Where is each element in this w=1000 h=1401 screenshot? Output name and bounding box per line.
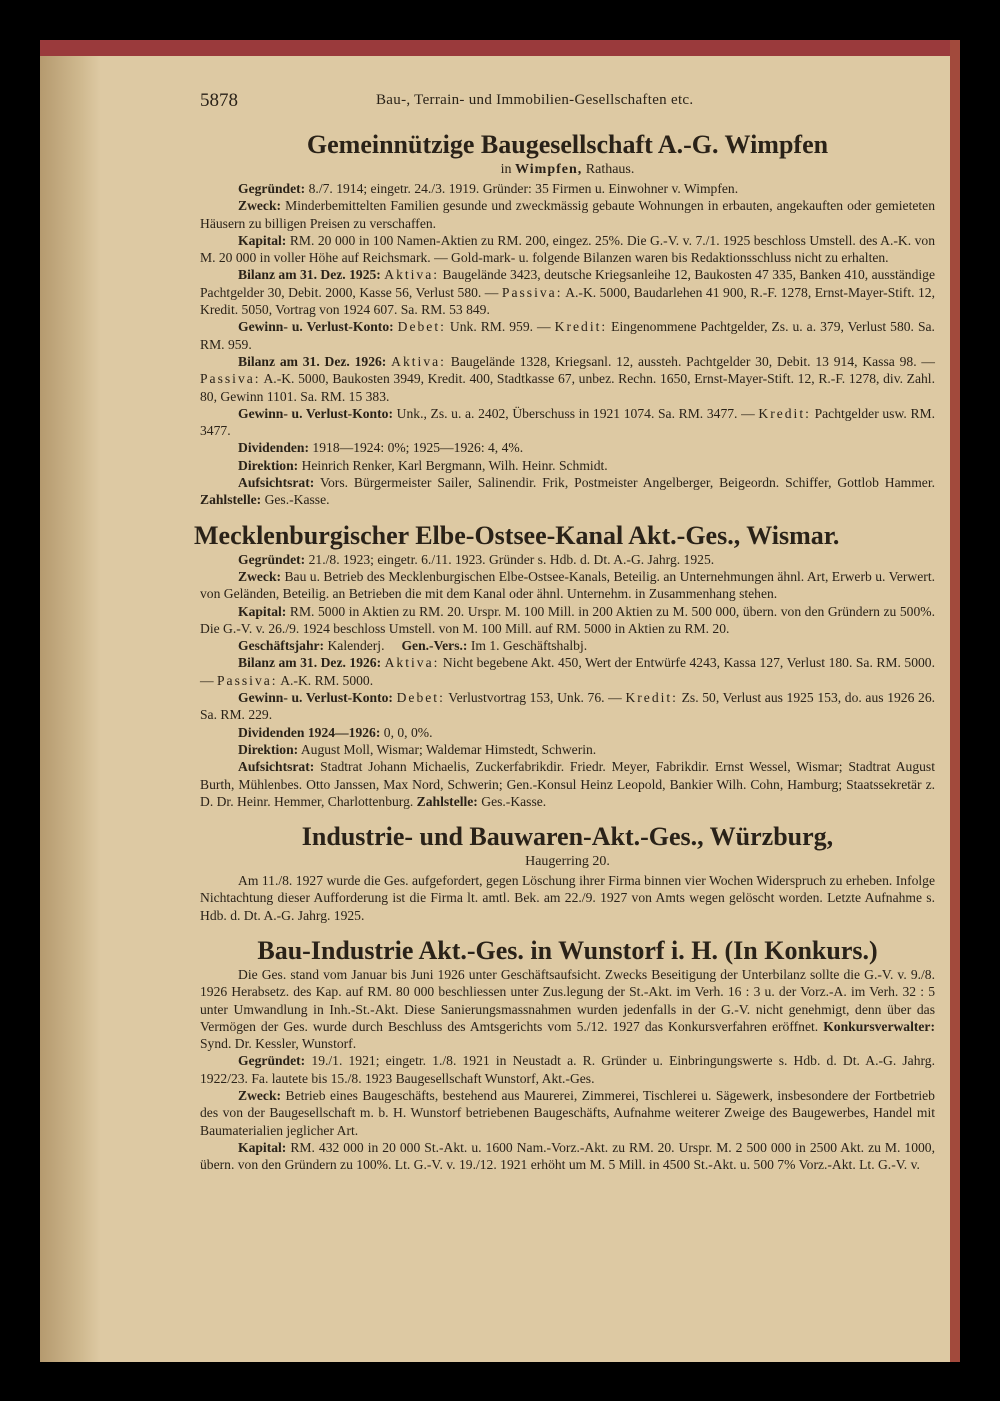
kapital: Kapital: RM. 432 000 in 20 000 St.-Akt. u. 1600 Nam.-Vorz.-Akt. zu RM. 20. Urspr. M. 2 500 000 in 2500 Akt. zu M. 1000, übern. von den Gründern zu 100%. Lt. G.-V. v. 19./12. 1921 erhöht um M. 5 Mill. in 4500 St.-Akt. u. 500 7% Vorz.-Akt. Lt. G.-V. v. (200, 1139, 935, 1173)
entry-subtitle (200, 162, 935, 178)
aufsichtsrat: Aufsichtsrat: Stadtrat Johann Michaelis, Zuckerfabrikdir. Friedr. Meyer, Fabrikdir. Ernst Wessel, Wismar; Stadtrat August Burth, Mühlenbes. Otto Janssen, Max Nord, Schwerin; Gen.-Konsul Heinz Leopold, Bankier Wilh. Cohn, Hamburg; Staatssekretär z. D. Dr. Heinr. Hemmer, Charlottenburg. Zahlstelle: Ges.-Kasse. (200, 759, 935, 809)
book-page (40, 40, 960, 1362)
entry-intro: Die Ges. stand vom Januar bis Juni 1926 unter Geschäftsaufsicht. Zwecks Beseitigung der Unterbilanz sollte die G.-V. v. 9./8. 1926 Herabsetz. des Kap. auf RM. 80 000 beschliessen unter Zus.legung der St.-Akt. im Verh. 16 : 3 u. der Vorz.-A. im Verh. 32 : 5 unter Umwandlung in Inh.-St.-Akt. Diese Sanierungsmassnahmen wurden jedenfalls in der G.-V. nicht genehmigt, denn über das Vermögen der Ges. wurde durch Beschluss des Amtsgerichts vom 5./12. 1927 das Konkursverfahren eröffnet. Konkursverwalter: Synd. Dr. Kessler, Wunstorf. (200, 966, 935, 1052)
kapital: Kapital: RM. 5000 in Aktien zu RM. 20. Urspr. M. 100 Mill. in 200 Aktien zu M. 500 000, übern. von den Gründern zu 500%. Die G.-V. v. 26./9. 1924 beschloss Umstell. von M. 100 Mill. auf RM. 5000 in Aktien zu RM. 20. (200, 603, 935, 636)
entry-title: Gemeinnützige Baugesellschaft A.-G. Wimpfen (306, 130, 829, 159)
guv: Gewinn- u. Verlust-Konto: Debet: Verlustvortrag 153, Unk. 76. — Kredit: Zs. 50, Verlust aus 1925 153, do. aus 1926 26. Sa. RM. 229. (200, 690, 936, 723)
gegruendet: Gegründet: 19./1. 1921; eingetr. 1./8. 1921 in Neustadt a. R. Gründer u. Einbringungswerte s. Hdb. d. Dt. A.-G. Jahrg. 1922/23. Fa. lautete bis 15./8. 1923 Baugesellschaft Wunstorf, Akt.-Ges. (200, 1053, 935, 1086)
dividenden: Dividenden: 1918—1924: 0%; 1925—1926: 4, 4%. (238, 440, 524, 456)
geschaeftsjahr: Geschäftsjahr: Kalenderj. Gen.-Vers.: Im 1. Geschäftshalbj. (238, 638, 588, 654)
zweck: Zweck: Betrieb eines Baugeschäfts, bestehend aus Maurerei, Zimmerei, Tischlerei u. Sägewerk, insbesondere der Fortbetrieb des von der Baugesellschaft m. b. H. Wunstorf betriebenen Baugeschäfts, Aufnahme weiterer Zweige des Baugewerbes, Handel mit Baumaterialien jeglicher Art. (200, 1088, 935, 1138)
dividenden: Dividenden 1924—1926: 0, 0, 0%. (238, 724, 433, 740)
bilanz-1926: Bilanz am 31. Dez. 1926: Aktiva: Nicht begebene Akt. 450, Wert der Entwürfe 4243, Kassa 127, Verlust 180. Sa. RM. 5000. — Passiva: A.-K. RM. 5000. (200, 655, 935, 688)
page-number: 5878 (200, 90, 238, 111)
entry-title: Bau-Industrie Akt.-Ges. in Wunstorf i. H. (In Konkurs.) (257, 935, 878, 965)
gegruendet: Gegründet: 8./7. 1914; eingetr. 24./3. 1919. Gründer: 35 Firmen u. Einwohner v. Wimpfen. (238, 181, 739, 196)
subtitle-place: Wimpfen, (515, 162, 583, 177)
entry-wimpfen (200, 130, 935, 509)
entry-subtitle: Haugerring 20. (525, 854, 610, 870)
page-edge-top (40, 40, 960, 56)
aufsichtsrat: Aufsichtsrat: Vors. Bürgermeister Sailer, Salinendir. Frik, Postmeister Angelberger, Beigeordn. Schiffer, Gottlob Hammer. Zahlstelle: Ges.-Kasse. (200, 475, 935, 508)
direktion: Direktion: August Moll, Wismar; Waldemar Himstedt, Schwerin. (238, 741, 597, 757)
zweck: Zweck: Bau u. Betrieb des Mecklenburgischen Elbe-Ostsee-Kanals, Beteilig. an Unternehmungen ähnl. Art, Erwerb u. Verwert. von Geländen, Beteilig. an Betrieben die mit dem Kanal oder ähnl. Unternehm. in Zusammenhang stehen. (200, 568, 935, 602)
entry-wunstorf (200, 936, 935, 1174)
running-head (200, 90, 935, 118)
subtitle-suffix: Rathaus. (585, 162, 635, 177)
guv-1925: Gewinn- u. Verlust-Konto: Debet: Unk. RM. 959. — Kredit: Eingenommene Pachtgelder, Zs. u. a. 379, Verlust 580. Sa. RM. 959. (200, 319, 935, 352)
bilanz-1925: Bilanz am 31. Dez. 1925: Aktiva: Baugelände 3423, deutsche Kriegsanleihe 12, Baukosten 47 335, Banken 410, ausständige Pachtgelder 30, Debit. 2000, Kasse 56, Verlust 580. — Passiva: A.-K. 5000, Baudarlehen 41 900, R.-F. 1278, Ernst-Mayer-Stift. 12, Kredit. 5050, Vortrag von 1924 607. Sa. RM. 53 849. (200, 267, 935, 318)
entry-wuerzburg (200, 822, 935, 924)
subtitle-prefix: in (500, 162, 512, 177)
binding-gutter (40, 56, 100, 1362)
kapital: Kapital: RM. 20 000 in 100 Namen-Aktien zu RM. 200, eingez. 25%. Die G.-V. v. 7./1. 1925 beschloss Umstell. des A.-K. von M. 20 000 in voller Höhe auf Reichsmark. — Gold-mark- u. folgende Bilanzen waren bis Redaktionsschluss nicht zu erhalten. (200, 232, 936, 266)
bilanz-1926: Bilanz am 31. Dez. 1926: Aktiva: Baugelände 1328, Kriegsanl. 12, aussteh. Pachtgelder 30, Debit. 13 914, Kassa 98. — Passiva: A.-K. 5000, Baukosten 3949, Kredit. 400, Stadtkasse 67, unbez. Rechn. 1650, Ernst-Mayer-Stift. 12, R.-F. 1278, div. Zahl. 80, Gewinn 1101. Sa. RM. 15 383. (200, 353, 935, 404)
entry-text: Am 11./8. 1927 wurde die Ges. aufgefordert, gegen Löschung ihrer Firma binnen vier Wochen Widerspruch zu erheben. Infolge Nichtachtung dieser Aufforderung ist die Firma lt. amtl. Bek. am 22./9. 1927 von Amts wegen gelöscht worden. Letzte Aufnahme s. Hdb. d. Dt. A.-G. Jahrg. 1925. (200, 873, 935, 923)
page-edge-right (950, 40, 960, 1362)
direktion: Direktion: Heinrich Renker, Karl Bergmann, Wilh. Heinr. Schmidt. (238, 457, 608, 473)
entry-wismar (194, 520, 936, 810)
zweck: Zweck: Minderbemittelten Familien gesunde und zweckmässig gebaute Wohnungen in erbauten, angekauften oder gemieteten Häusern zu billigen Preisen zu verschaffen. (200, 198, 935, 231)
page-content (194, 90, 936, 1174)
running-title: Bau-, Terrain- und Immobilien-Gesellschaften etc. (376, 92, 694, 108)
guv-1926: Gewinn- u. Verlust-Konto: Unk., Zs. u. a. 2402, Überschuss in 1921 1074. Sa. RM. 3477. — Kredit: Pachtgelder usw. RM. 3477. (200, 405, 936, 439)
entry-title: Mecklenburgischer Elbe-Ostsee-Kanal Akt.-Ges., Wismar. (194, 520, 840, 550)
gegruendet: Gegründet: 21./8. 1923; eingetr. 6./11. 1923. Gründer s. Hdb. d. Dt. A.-G. Jahrg. 1925. (238, 551, 715, 567)
entry-title: Industrie- und Bauwaren-Akt.-Ges., Würzburg, (301, 822, 834, 852)
